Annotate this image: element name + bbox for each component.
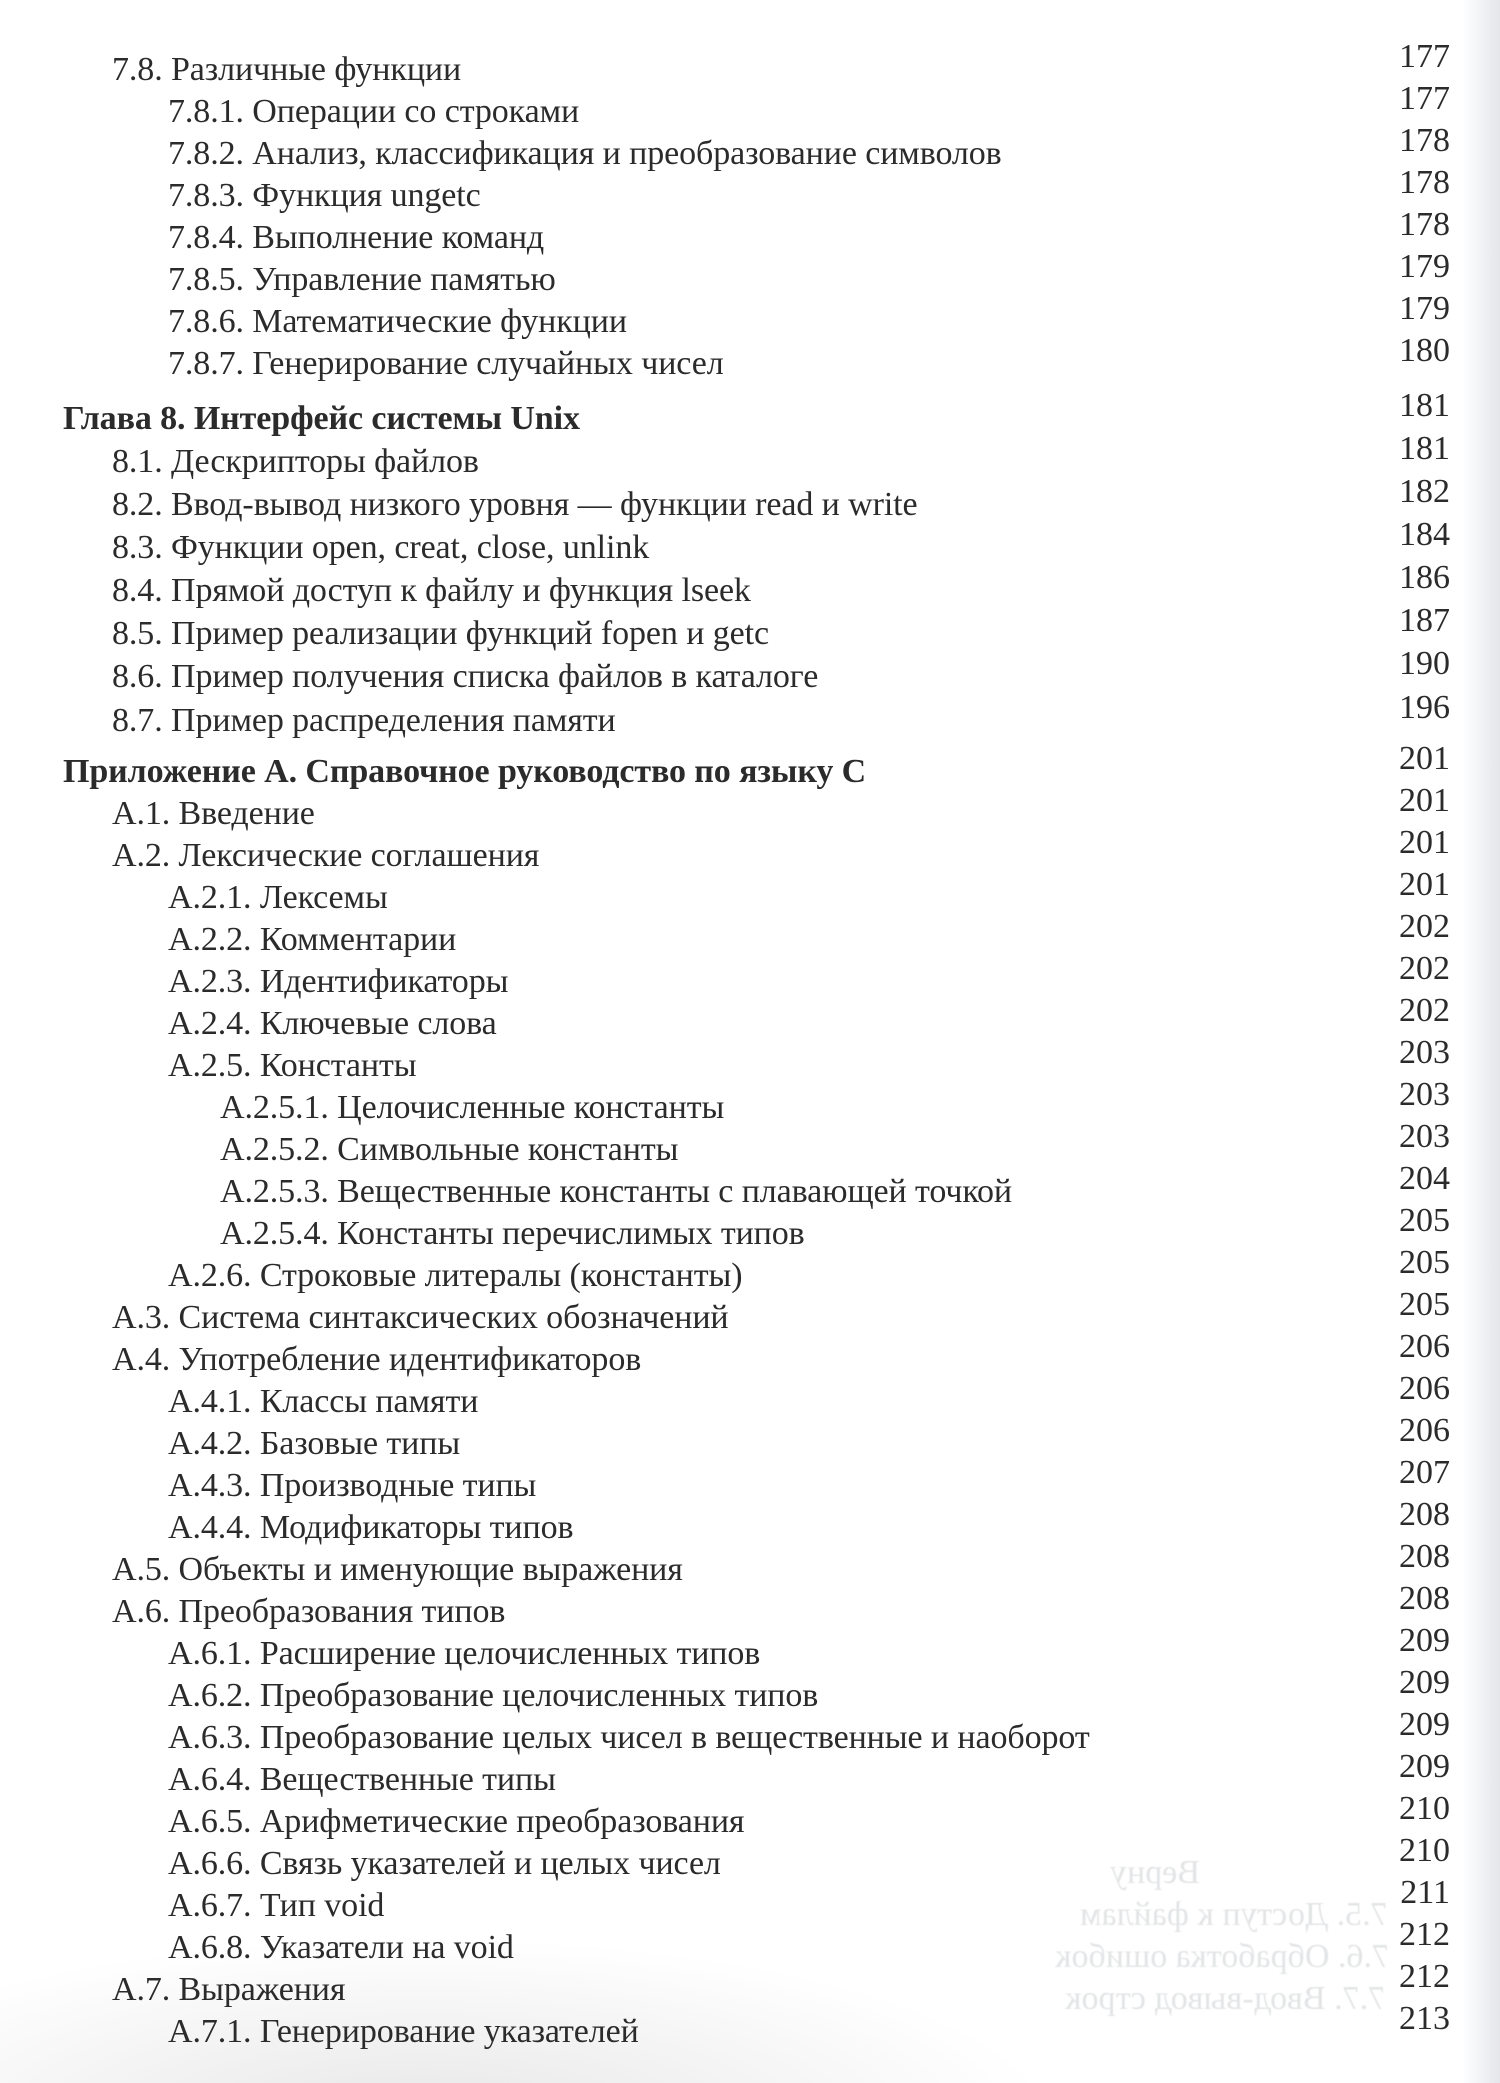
toc-entry-page-number: 206 [1399,1412,1450,1449]
toc-entry[interactable] [0,122,1500,175]
toc-entry-title: 7.8. Различные функции [112,51,462,88]
toc-entry[interactable] [0,824,1500,877]
toc-entry[interactable] [0,645,1500,698]
toc-entry-title: 8.3. Функции open, creat, close, unlink [112,529,650,566]
toc-entry-page-number: 196 [1399,689,1450,726]
toc-entry-title: А.6.3. Преобразование целых чисел в вещественные и наоборот [168,1719,1090,1756]
toc-entry-page-number: 202 [1399,908,1450,945]
bleed-through-line: Верну [1110,1854,1200,1891]
toc-entry-page-number: 205 [1399,1286,1450,1323]
toc-entry[interactable] [0,689,1500,742]
toc-entry-page-number: 203 [1399,1076,1450,1113]
toc-entry-page-number: 178 [1399,164,1450,201]
toc-entry[interactable] [0,866,1500,919]
toc-chapter-heading[interactable] [0,740,1500,793]
toc-entry-title: А.6.2. Преобразование целочисленных типов [168,1677,819,1714]
toc-entry-page-number: 211 [1400,1874,1450,1911]
toc-entry-page-number: 201 [1399,740,1450,777]
toc-entry-title: 7.8.5. Управление памятью [168,261,556,298]
toc-entry-title: А.2.4. Ключевые слова [168,1005,497,1042]
toc-entry[interactable] [0,908,1500,961]
toc-entry-title: А.2.6. Строковые литералы (константы) [168,1257,743,1294]
toc-entry[interactable] [0,430,1500,483]
toc-entry-title: А.6.7. Тип void [168,1887,385,1924]
toc-entry-title: А.4.2. Базовые типы [168,1425,461,1462]
toc-entry-title: 8.6. Пример получения списка файлов в каталоге [112,658,819,695]
toc-entry-page-number: 181 [1399,387,1450,424]
toc-entry-title: Глава 8. Интерфейс системы Unix [63,400,580,437]
bleed-through-line: 7.7. Ввод-вывод строк [1065,1980,1386,2017]
toc-entry-page-number: 203 [1399,1034,1450,1071]
toc-entry-title: 8.7. Пример распределения памяти [112,702,616,739]
toc-entry[interactable] [0,1034,1500,1087]
toc-entry[interactable] [0,1580,1500,1633]
toc-entry-page-number: 190 [1399,645,1450,682]
toc-entry-title: А.7.1. Генерирование указателей [168,2013,639,2050]
toc-entry-page-number: 202 [1399,950,1450,987]
toc-entry[interactable] [0,1664,1500,1717]
toc-entry-page-number: 177 [1399,38,1450,75]
toc-entry-page-number: 212 [1399,1958,1450,1995]
toc-entry-title: А.4.4. Модификаторы типов [168,1509,574,1546]
toc-entry-title: А.7. Выражения [112,1971,346,2008]
toc-entry[interactable] [0,2000,1500,2053]
toc-entry-page-number: 179 [1399,290,1450,327]
toc-entry-page-number: 204 [1399,1160,1450,1197]
toc-entry-page-number: 213 [1399,2000,1450,2037]
toc-entry-title: А.1. Введение [112,795,315,832]
toc-entry[interactable] [0,206,1500,259]
toc-entry-page-number: 209 [1399,1748,1450,1785]
toc-entry-title: А.6.4. Вещественные типы [168,1761,556,1798]
toc-entry-page-number: 179 [1399,248,1450,285]
toc-entry-page-number: 177 [1399,80,1450,117]
toc-entry-title: А.6.1. Расширение целочисленных типов [168,1635,761,1672]
toc-entry-title: А.3. Система синтаксических обозначений [112,1299,729,1336]
toc-entry-page-number: 201 [1399,866,1450,903]
toc-entry[interactable] [0,782,1500,835]
toc-entry[interactable] [0,1076,1500,1129]
toc-entry-title: 8.2. Ввод-вывод низкого уровня — функции read и write [112,486,918,523]
toc-entry[interactable] [0,1748,1500,1801]
toc-entry-page-number: 201 [1399,824,1450,861]
toc-entry-page-number: 210 [1399,1832,1450,1869]
toc-entry[interactable] [0,602,1500,655]
toc-entry-page-number: 201 [1399,782,1450,819]
toc-entry[interactable] [0,1538,1500,1591]
toc-entry[interactable] [0,1370,1500,1423]
toc-entry-title: А.2.5.1. Целочисленные константы [220,1089,725,1126]
toc-entry-page-number: 203 [1399,1118,1450,1155]
toc-entry-page-number: 178 [1399,122,1450,159]
toc-entry-title: Приложение А. Справочное руководство по языку С [63,753,867,790]
toc-entry-title: А.2.1. Лексемы [168,879,388,916]
toc-entry-title: А.4.3. Производные типы [168,1467,537,1504]
toc-entry[interactable] [0,1832,1500,1885]
toc-entry[interactable] [0,1118,1500,1171]
toc-entry[interactable] [0,1244,1500,1297]
toc-entry-page-number: 205 [1399,1244,1450,1281]
toc-entry-page-number: 208 [1399,1580,1450,1617]
toc-entry[interactable] [0,1412,1500,1465]
toc-entry[interactable] [0,992,1500,1045]
toc-entry[interactable] [0,1328,1500,1381]
toc-entry-title: 8.1. Дескрипторы файлов [112,443,479,480]
toc-entry[interactable] [0,38,1500,91]
toc-entry[interactable] [0,80,1500,133]
toc-entry-page-number: 206 [1399,1328,1450,1365]
toc-entry[interactable] [0,1496,1500,1549]
toc-entry-title: 7.8.1. Операции со строками [168,93,580,130]
toc-entry-page-number: 209 [1399,1622,1450,1659]
toc-chapter-heading[interactable] [0,387,1500,440]
toc-entry-page-number: 212 [1399,1916,1450,1953]
toc-entry-page-number: 206 [1399,1370,1450,1407]
toc-entry[interactable] [0,1202,1500,1255]
toc-entry-title: А.2. Лексические соглашения [112,837,540,874]
toc-entry-title: 7.8.7. Генерирование случайных чисел [168,345,724,382]
toc-entry-page-number: 209 [1399,1664,1450,1701]
toc-entry-page-number: 210 [1399,1790,1450,1827]
toc-entry-title: А.4.1. Классы памяти [168,1383,479,1420]
toc-entry-page-number: 208 [1399,1538,1450,1575]
toc-entry-title: А.2.5. Константы [168,1047,417,1084]
toc-entry-title: А.5. Объекты и именующие выражения [112,1551,683,1588]
toc-entry-title: А.2.2. Комментарии [168,921,457,958]
toc-entry[interactable] [0,950,1500,1003]
toc-entry-page-number: 209 [1399,1706,1450,1743]
toc-entry[interactable] [0,1454,1500,1507]
toc-entry-page-number: 207 [1399,1454,1450,1491]
toc-entry-page-number: 202 [1399,992,1450,1029]
toc-entry-page-number: 181 [1399,430,1450,467]
toc-entry-title: А.4. Употребление идентификаторов [112,1341,642,1378]
toc-entry[interactable] [0,1160,1500,1213]
toc-entry[interactable] [0,559,1500,612]
toc-entry-page-number: 180 [1399,332,1450,369]
toc-entry-title: 8.4. Прямой доступ к файлу и функция lseek [112,572,751,609]
toc-entry-title: 7.8.2. Анализ, классификация и преобразование символов [168,135,1002,172]
toc-entry-title: А.6.8. Указатели на void [168,1929,514,1966]
bleed-through-line: 7.5. Доступ к файлам [1080,1896,1388,1933]
toc-entry[interactable] [0,1286,1500,1339]
toc-entry[interactable] [0,1790,1500,1843]
toc-entry-page-number: 205 [1399,1202,1450,1239]
toc-entry-page-number: 187 [1399,602,1450,639]
toc-entry-page-number: 184 [1399,516,1450,553]
toc-entry-title: А.6.6. Связь указателей и целых чисел [168,1845,721,1882]
toc-entry[interactable] [0,248,1500,301]
toc-entry[interactable] [0,1706,1500,1759]
toc-entry-title: 7.8.6. Математические функции [168,303,627,340]
bleed-through-line: 7.6. Обработка ошибок [1055,1938,1389,1975]
toc-entry[interactable] [0,1622,1500,1675]
toc-entry-page-number: 178 [1399,206,1450,243]
toc-entry[interactable] [0,164,1500,217]
toc-entry-title: А.6.5. Арифметические преобразования [168,1803,745,1840]
toc-entry-title: А.2.5.2. Символьные константы [220,1131,679,1168]
toc-entry-title: А.6. Преобразования типов [112,1593,506,1630]
toc-entry-title: А.2.3. Идентификаторы [168,963,509,1000]
toc-entry-title: 7.8.3. Функция ungetc [168,177,481,214]
toc-entry-page-number: 182 [1399,473,1450,510]
toc-entry[interactable] [0,516,1500,569]
toc-entry[interactable] [0,1958,1500,2011]
toc-entry-title: А.2.5.3. Вещественные константы с плавающей точкой [220,1173,1013,1210]
toc-entry-title: А.2.5.4. Константы перечислимых типов [220,1215,805,1252]
toc-entry[interactable] [0,1874,1500,1927]
toc-entry-title: 7.8.4. Выполнение команд [168,219,545,256]
toc-entry[interactable] [0,290,1500,343]
toc-entry[interactable] [0,332,1500,385]
toc-entry-title: 8.5. Пример реализации функций fopen и getc [112,615,769,652]
toc-entry-page-number: 208 [1399,1496,1450,1533]
toc-entry[interactable] [0,473,1500,526]
toc-entry[interactable] [0,1916,1500,1969]
toc-entry-page-number: 186 [1399,559,1450,596]
